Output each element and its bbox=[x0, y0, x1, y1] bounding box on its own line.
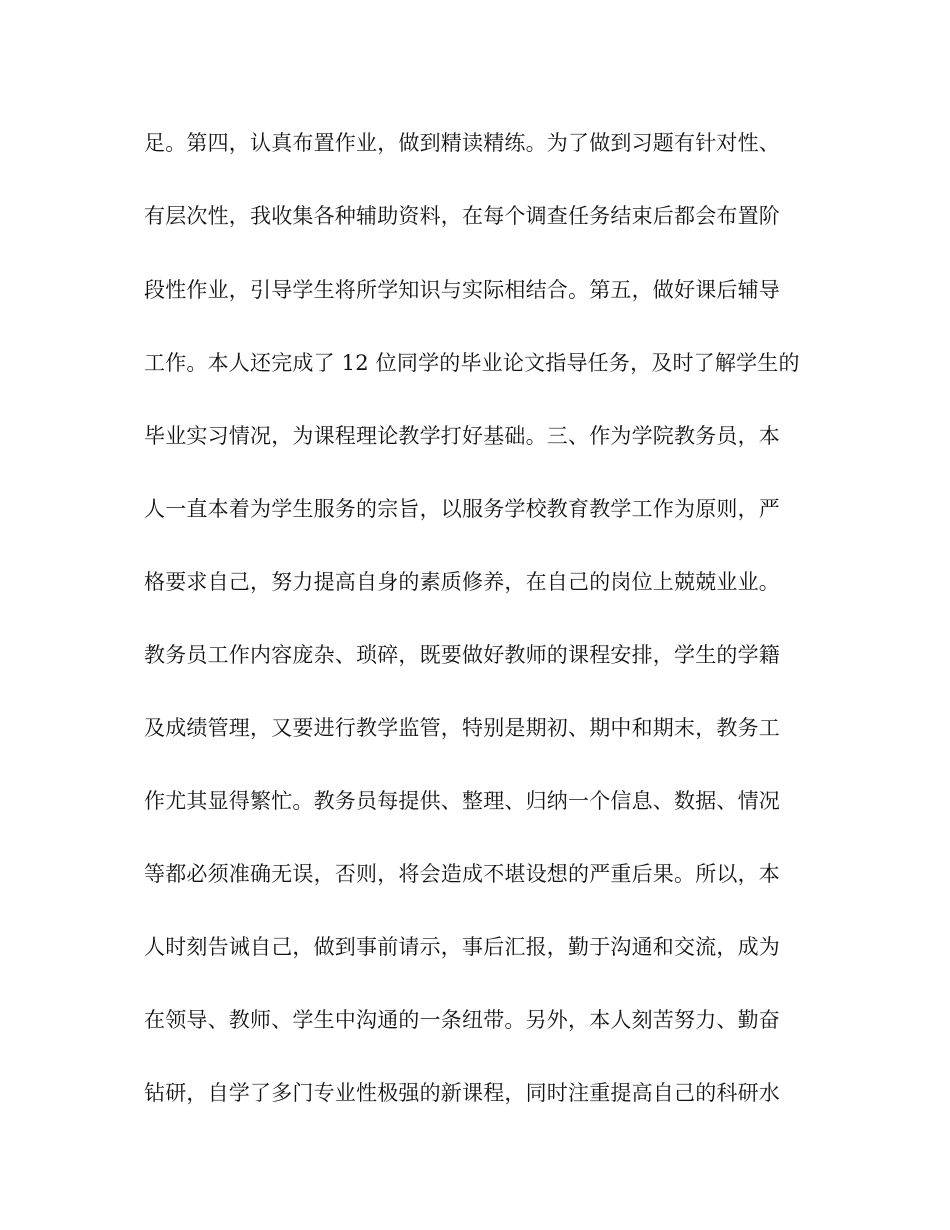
text-line: 人时刻告诫自己，做到事前请示，事后汇报，勤于沟通和交流，成为 bbox=[144, 935, 780, 959]
text-line: 格要求自己，努力提高自身的素质修养，在自己的岗位上兢兢业业。 bbox=[144, 570, 780, 594]
text-line: 人一直本着为学生服务的宗旨，以服务学校教育教学工作为原则，严 bbox=[144, 497, 780, 521]
text-line: 足。第四，认真布置作业，做到精读精练。为了做到习题有针对性、 bbox=[144, 131, 780, 155]
text-line: 工作。本人还完成了 12 位同学的毕业论文指导任务，及时了解学生的 bbox=[144, 351, 800, 375]
text-line: 钻研，自学了多门专业性极强的新课程，同时注重提高自己的科研水 bbox=[144, 1081, 780, 1105]
text-line: 在领导、教师、学生中沟通的一条纽带。另外，本人刻苦努力、勤奋 bbox=[144, 1008, 780, 1032]
text-line: 作尤其显得繁忙。教务员每提供、整理、归纳一个信息、数据、情况 bbox=[144, 789, 780, 813]
text-line: 段性作业，引导学生将所学知识与实际相结合。第五，做好课后辅导 bbox=[144, 278, 780, 302]
text-line: 毕业实习情况，为课程理论教学打好基础。三、作为学院教务员，本 bbox=[144, 424, 780, 448]
text-line: 及成绩管理，又要进行教学监管，特别是期初、期中和期末，教务工 bbox=[144, 716, 780, 740]
text-line: 等都必须准确无误，否则，将会造成不堪设想的严重后果。所以，本 bbox=[144, 862, 780, 886]
text-line: 有层次性，我收集各种辅助资料，在每个调查任务结束后都会布置阶 bbox=[144, 204, 780, 228]
text-line: 教务员工作内容庞杂、琐碎，既要做好教师的课程安排，学生的学籍 bbox=[144, 643, 780, 667]
